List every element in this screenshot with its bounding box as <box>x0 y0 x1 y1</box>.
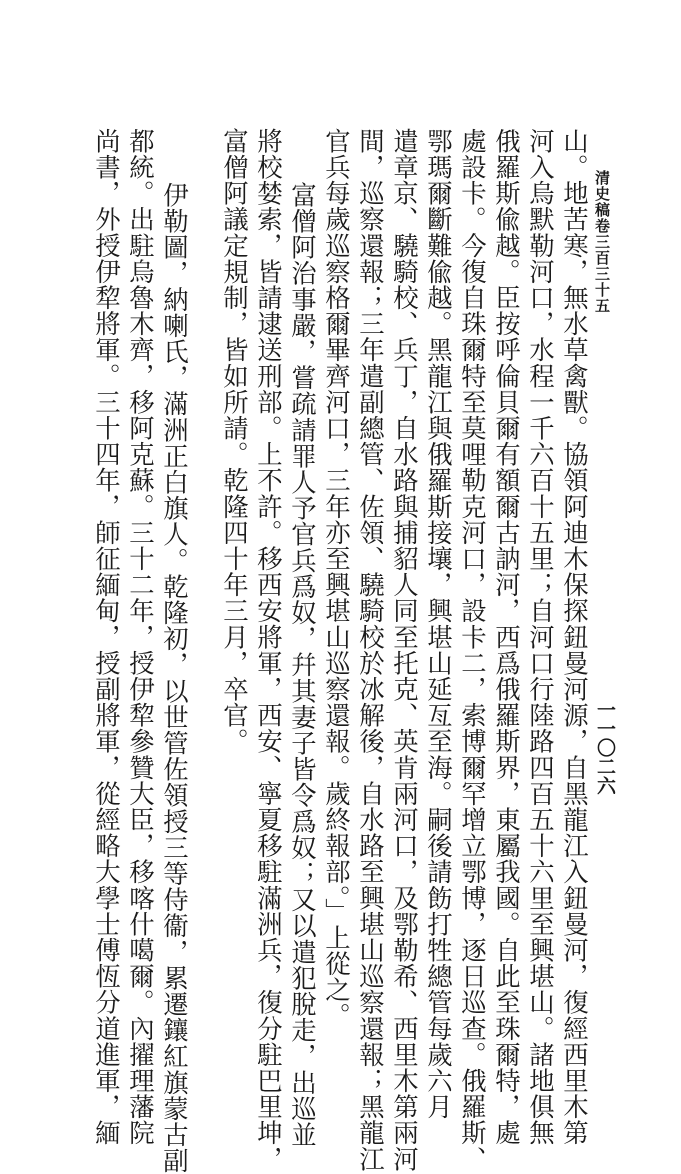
running-title: 清史稿卷三百三十五 <box>593 170 611 314</box>
text-column: 間，巡察還報；三年遣副總管、佐領、驍騎校於冰解後，自水路至興堪山巡察還報；黑龍江 <box>356 128 386 1172</box>
text-column: 鄂瑪爾斷難偸越。黑龍江與俄羅斯接壤，興堪山延亙至海。嗣後請飭打牲總管每歲六月 <box>424 128 454 1120</box>
text-column: 將校婪索，皆請逮送刑部。上不許。移西安將軍，西安、寧夏移駐滿洲兵，復分駐巴里坤， <box>254 128 284 1172</box>
text-column: 遣章京、驍騎校、兵丁，自水路與捕貂人同至托克、英肯兩河口，及鄂勒希、西里木第兩河 <box>390 128 420 1172</box>
page-number: 一一〇二六 <box>594 700 616 795</box>
paragraph-start-column: 伊勒圖，納喇氏，滿洲正白旗人。乾隆初，以世管佐領授三等侍衞，累遷鑲紅旗蒙古副 <box>160 182 190 1174</box>
text-column: 處設卡。今復自珠爾特至莫哩勒克河口，設卡二，索博爾罕增立鄂博，逐日巡查。俄羅斯、 <box>458 128 488 1172</box>
text-column: 官兵每歲巡察格爾畢齊河口，三年亦至興堪山巡察還報。歲終報部。」上從之。 <box>322 128 352 1029</box>
text-column: 富僧阿議定規制，皆如所請。乾隆四十年三月，卒官。 <box>220 128 250 755</box>
text-column: 河入烏默勒河口，水程一千六百十五里；自河口行陸路四百五十六里至興堪山。諸地俱無 <box>526 128 556 1146</box>
text-column: 俄羅斯偸越。臣按呼倫貝爾有額爾古訥河，西爲俄羅斯界，東屬我國。自此至珠爾特，處 <box>492 128 522 1146</box>
text-column: 都統。出駐烏魯木齊，移阿克蘇。三十二年，授伊犂參贊大臣，移喀什噶爾。內擢理藩院 <box>126 128 156 1146</box>
text-column: 尚書，外授伊犂將軍。三十四年，師征緬甸，授副將軍，從經略大學士傅恆分道進軍，緬 <box>92 128 122 1146</box>
text-column: 山。地苦寒，無水草禽獸。協領阿迪木保探鈕曼河源，自黑龍江入鈕曼河，復經西里木第 <box>560 128 590 1146</box>
paragraph-start-column: 富僧阿治事嚴，嘗疏請罪人予官兵爲奴，幷其妻子皆令爲奴；又以遣犯脫走，出巡並 <box>288 182 318 1148</box>
